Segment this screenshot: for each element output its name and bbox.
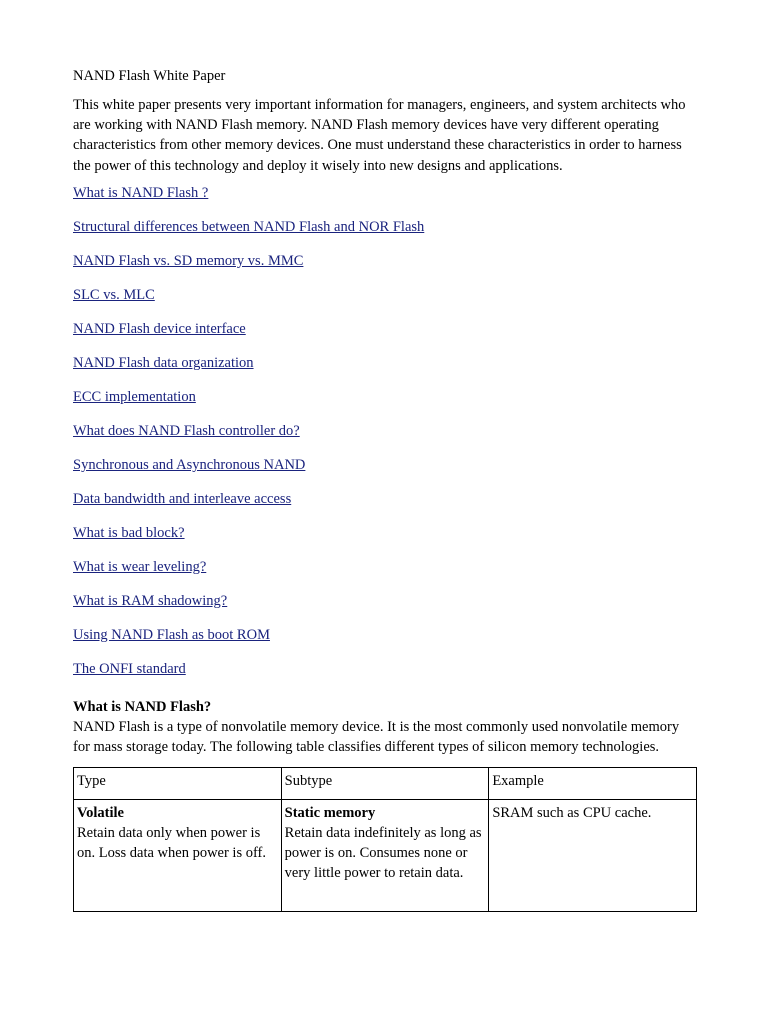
document-page <box>73 66 697 912</box>
toc-link-nand-vs-nor[interactable]: Structural differences between NAND Flash and NOR Flash <box>73 218 425 235</box>
cell-type-heading: Volatile <box>77 804 124 821</box>
toc-item <box>73 184 697 218</box>
cell-subtype-description: Retain data indefinitely as long as power is on. Consumes none or very little power to retain data. <box>284 824 482 881</box>
cell-subtype-heading: Static memory <box>284 804 376 821</box>
header-type: Type <box>74 767 282 799</box>
toc-item <box>73 660 697 694</box>
toc-link-slc-mlc[interactable]: SLC vs. MLC <box>73 286 155 303</box>
toc-link-device-interface[interactable]: NAND Flash device interface <box>73 320 246 337</box>
table-row <box>74 799 697 911</box>
toc-item <box>73 626 697 660</box>
cell-type-description: Retain data only when power is on. Loss data when power is off. <box>77 824 267 861</box>
toc-link-onfi[interactable]: The ONFI standard <box>73 660 186 677</box>
toc-link-ram-shadowing[interactable]: What is RAM shadowing? <box>73 592 228 609</box>
toc-link-controller[interactable]: What does NAND Flash controller do? <box>73 422 300 439</box>
header-subtype: Subtype <box>281 767 489 799</box>
toc-item <box>73 388 697 422</box>
toc-link-data-organization[interactable]: NAND Flash data organization <box>73 354 254 371</box>
table-header-row <box>74 767 697 799</box>
table-of-contents <box>73 184 697 694</box>
toc-item <box>73 490 697 524</box>
toc-link-sync-async[interactable]: Synchronous and Asynchronous NAND <box>73 456 306 473</box>
toc-item <box>73 218 697 252</box>
toc-link-boot-rom[interactable]: Using NAND Flash as boot ROM <box>73 626 270 643</box>
section-heading: What is NAND Flash? <box>73 698 212 715</box>
toc-item <box>73 354 697 388</box>
toc-link-ecc[interactable]: ECC implementation <box>73 388 196 405</box>
toc-link-nand-sd-mmc[interactable]: NAND Flash vs. SD memory vs. MMC <box>73 252 304 269</box>
toc-link-bad-block[interactable]: What is bad block? <box>73 524 185 541</box>
toc-item <box>73 558 697 592</box>
toc-item <box>73 524 697 558</box>
document-title: NAND Flash White Paper <box>73 68 226 84</box>
toc-item <box>73 320 697 354</box>
toc-item <box>73 592 697 626</box>
toc-link-bandwidth[interactable]: Data bandwidth and interleave access <box>73 490 292 507</box>
toc-item <box>73 456 697 490</box>
toc-link-wear-leveling[interactable]: What is wear leveling? <box>73 558 207 575</box>
intro-paragraph: This white paper presents very important information for managers, engineers, and system architects who are working with NAND Flash memory. NAND Flash memory devices have very different operating characteristics from other memory devices. One must understand these characteristics in order to harness the power of this technology and deploy it wisely into new designs and applications. <box>73 97 686 174</box>
toc-link-what-is-nand[interactable]: What is NAND Flash ? <box>73 184 209 201</box>
memory-classification-table <box>73 767 697 912</box>
section-paragraph: NAND Flash is a type of nonvolatile memory device. It is the most commonly used nonvolatile memory for mass storage today. The following table classifies different types of silicon memory technologies. <box>73 718 680 755</box>
toc-item <box>73 252 697 286</box>
cell-subtype <box>281 799 489 911</box>
cell-type <box>74 799 282 911</box>
header-example: Example <box>489 767 697 799</box>
cell-example: SRAM such as CPU cache. <box>489 799 697 911</box>
toc-item <box>73 422 697 456</box>
toc-item <box>73 286 697 320</box>
